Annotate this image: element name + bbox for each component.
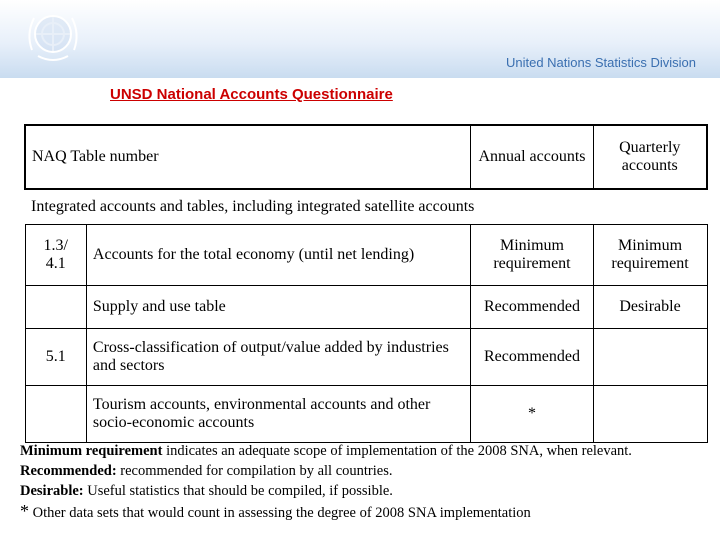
table-row — [25, 329, 707, 386]
table-row — [25, 225, 707, 286]
row-annual: Minimum requirement — [471, 225, 593, 286]
note-term: Minimum requirement — [20, 443, 163, 459]
note-recommended — [20, 461, 632, 481]
note-text: indicates an adequate scope of implementation of the 2008 SNA, when relevant. — [162, 443, 632, 459]
table-row — [25, 286, 707, 329]
table-row — [25, 386, 707, 443]
header-quarterly: Quarterly accounts — [593, 125, 707, 189]
note-text: Useful statistics that should be compiled, if possible. — [83, 483, 393, 499]
row-quarterly: Minimum requirement — [593, 225, 707, 286]
row-quarterly: Desirable — [593, 286, 707, 329]
note-text: recommended for compilation by all countries. — [116, 463, 393, 479]
row-annual: Recommended — [471, 286, 593, 329]
table-header-row — [25, 125, 707, 189]
header-band — [0, 0, 720, 78]
row-quarterly — [593, 329, 707, 386]
note-star: * — [20, 501, 29, 521]
row-quarterly — [593, 386, 707, 443]
note-other — [20, 501, 632, 523]
legend-notes — [20, 441, 632, 523]
row-code — [25, 386, 86, 443]
row-desc: Tourism accounts, environmental accounts and other socio-economic accounts — [86, 386, 471, 443]
row-desc: Cross-classification of output/value added by industries and sectors — [86, 329, 471, 386]
note-desirable — [20, 481, 632, 501]
division-name: United Nations Statistics Division — [505, 55, 696, 70]
page-title: UNSD National Accounts Questionnaire — [110, 86, 393, 103]
row-code — [25, 286, 86, 329]
header-naq: NAQ Table number — [25, 125, 471, 189]
header-annual: Annual accounts — [471, 125, 593, 189]
note-minimum — [20, 441, 632, 461]
row-code: 5.1 — [25, 329, 86, 386]
note-text: Other data sets that would count in assessing the degree of 2008 SNA implementation — [29, 505, 531, 521]
row-desc: Accounts for the total economy (until net lending) — [86, 225, 471, 286]
naq-table — [24, 124, 708, 443]
un-emblem-icon — [18, 6, 88, 68]
row-annual: * — [471, 386, 593, 443]
section-title: Integrated accounts and tables, including integrated satellite accounts — [25, 189, 707, 225]
row-code: 1.3/ 4.1 — [25, 225, 86, 286]
row-desc: Supply and use table — [86, 286, 471, 329]
section-row — [25, 189, 707, 225]
note-term: Recommended: — [20, 463, 117, 479]
row-annual: Recommended — [471, 329, 593, 386]
note-term: Desirable: — [20, 483, 84, 499]
